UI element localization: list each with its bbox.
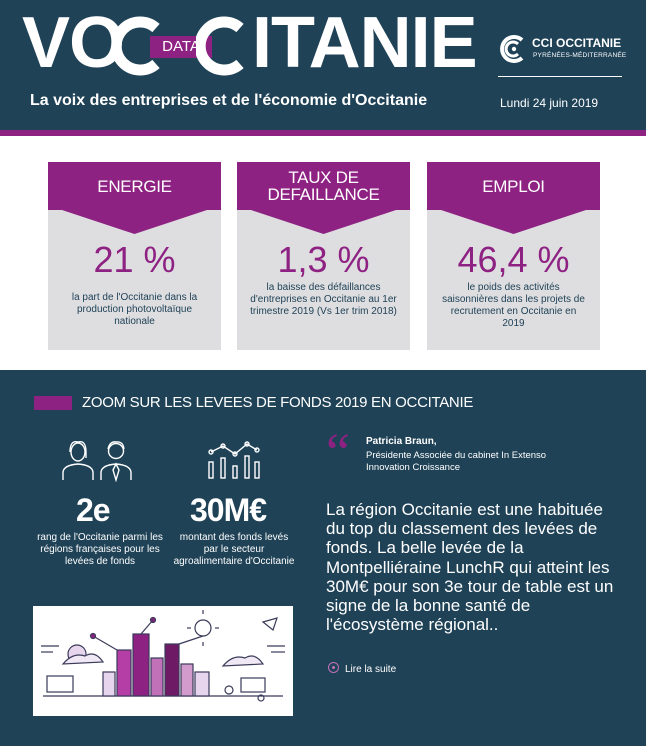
stat-value-amount: 30M€ (190, 492, 267, 528)
quote-text: La région Occitanie est une habituée du top du classement des levées de fonds. La belle levée de la Montpelliéraine LunchR qui atteint les 30M€ pour son 3e tour de table est un signe de la bonne santé de l'écosystème régional.. (326, 500, 614, 635)
kpi-card-title: ENERGIE (48, 162, 221, 210)
logo-c-ring-right-icon (196, 16, 246, 76)
org-divider (498, 76, 622, 77)
kpi-card-defaillance[interactable] (237, 162, 410, 350)
kpi-card-value: 1,3 % (277, 239, 370, 280)
zoom-section (0, 370, 646, 746)
tagline: La voix des entreprises et de l'économie d'Occitanie (30, 92, 428, 109)
read-more-link[interactable] (328, 662, 396, 675)
illustration (33, 606, 293, 716)
read-more-icon (328, 662, 339, 673)
cci-logo-icon (498, 34, 528, 64)
kpi-card-title: EMPLOI (427, 162, 600, 210)
org-name: CCI OCCITANIE (532, 36, 622, 50)
header-accent-strip (0, 130, 646, 136)
kpi-card-description: la baisse des défaillances d'entreprises en Occitanie au 1er trimestre 2019 (Vs 1er trim 2018) (250, 282, 397, 317)
org-subtitle: PYRÉNÉES-MÉDITERRANÉE (533, 52, 627, 59)
chart-icon (207, 440, 261, 480)
section-title: ZOOM SUR LES LEVEES DE FONDS 2019 EN OCCITANIE (82, 394, 474, 411)
kpi-card-description: le poids des activités saisonnières dans les projets de recrutement en Occitanie en 2019 (442, 282, 585, 329)
issue-date: Lundi 24 juin 2019 (500, 96, 599, 110)
kpi-card-title: TAUX DE DEFAILLANCE (237, 162, 410, 210)
stat-desc-amount: montant des fonds levés par le secteur agroalimentaire d'Occitanie (173, 532, 295, 567)
quote-mark-icon: “ (326, 422, 350, 482)
kpi-card-description: la part de l'Occitanie dans la production photovoltaïque nationale (71, 292, 198, 327)
logo-text-left: VO (22, 3, 125, 83)
read-more-label: Lire la suite (345, 664, 397, 675)
kpi-card-value: 21 % (93, 239, 176, 280)
card-pointer-icon (48, 210, 221, 234)
people-icon (58, 440, 138, 482)
kpi-card-value: 46,4 % (457, 239, 570, 280)
stat-desc-rank: rang de l'Occitanie parmi les régions françaises pour les levées de fonds (37, 532, 163, 567)
quote-author: Patricia Braun, (366, 436, 437, 447)
city-network-illustration-icon (33, 606, 293, 716)
logo-text-right: ITANIE (252, 3, 477, 83)
stat-value-rank: 2e (76, 492, 110, 528)
kpi-card-emploi[interactable] (427, 162, 600, 350)
quote-author-role: Présidente Associée du cabinet In Extenso Innovation Croissance (366, 450, 547, 473)
card-pointer-icon (237, 210, 410, 234)
kpi-card-energie[interactable] (48, 162, 221, 350)
section-title-accent (34, 396, 72, 410)
header (0, 0, 646, 130)
card-pointer-icon (427, 210, 600, 234)
logo-data-badge: DATA (150, 36, 212, 58)
